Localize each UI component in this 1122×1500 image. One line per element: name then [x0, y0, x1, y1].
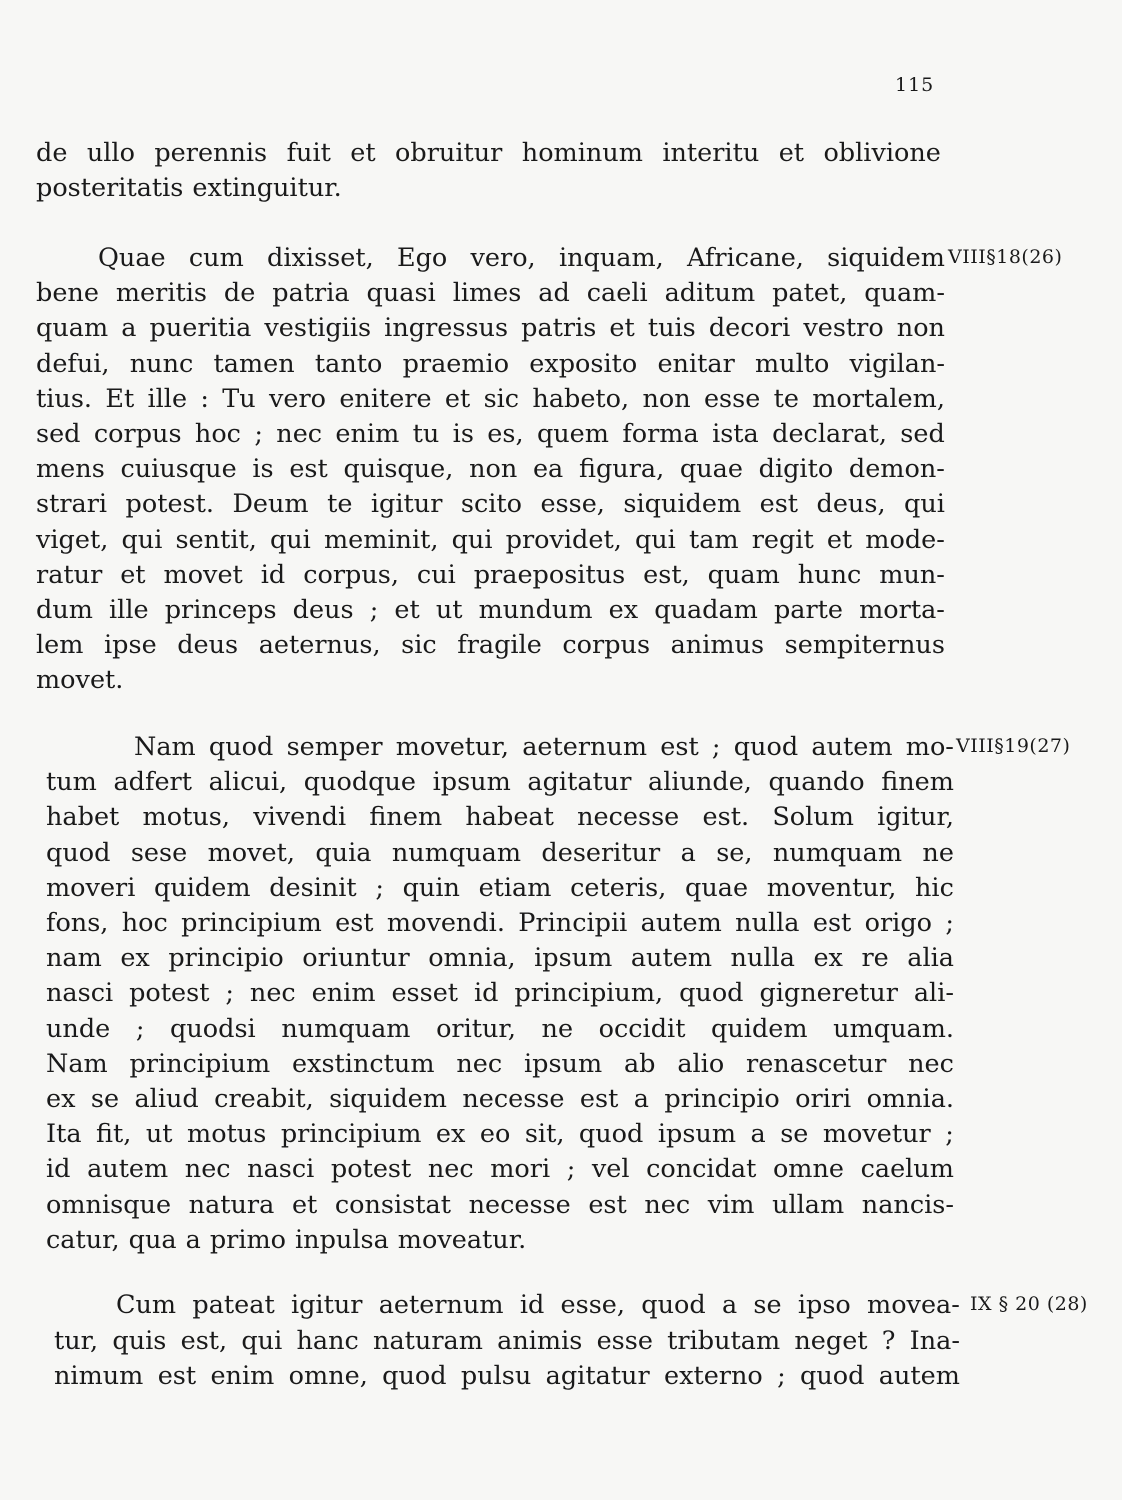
text-line: quod sese movet, quia numquam deseritur a se, numquam ne	[46, 837, 954, 868]
text-line: sed corpus hoc ; nec enim tu is es, quem forma ista declarat, sed	[36, 419, 945, 449]
text-line: ex se aliud creabit, siquidem necesse est a principio oriri omnia.	[46, 1084, 954, 1114]
text-line: mens cuiusque is est quisque, non ea figura, quae digito demon-	[36, 454, 945, 485]
text-line: id autem nec nasci potest nec mori ; vel concidat omne caelum	[46, 1154, 954, 1185]
text-line: nasci potest ; nec enim esset id principium, quod gigneretur ali-	[46, 978, 954, 1009]
text-line: omnisque natura et consistat necesse est nec vim ullam nancis-	[46, 1189, 954, 1220]
text-line: Nam quod semper movetur, aeternum est ; quod autem mo-	[134, 732, 954, 762]
text-line: ratur et movet id corpus, cui praepositus est, quam hunc mun-	[36, 559, 945, 590]
text-line: posteritatis extinguitur.	[36, 172, 342, 203]
text-line: de ullo perennis fuit et obruitur hominum interitu et oblivione	[36, 138, 941, 168]
text-line: fons, hoc principium est movendi. Principii autem nulla est origo ;	[46, 908, 954, 938]
text-line: lem ipse deus aeternus, sic fragile corpus animus sempiternus	[36, 630, 945, 661]
margin-reference: VIII§18(26)	[948, 246, 1063, 268]
text-line: Cum pateat igitur aeternum id esse, quod a se ipso movea-	[116, 1290, 960, 1320]
margin-reference: IX § 20 (28)	[970, 1293, 1088, 1315]
text-line: strari potest. Deum te igitur scito esse, siquidem est deus, qui	[36, 489, 945, 520]
text-line: unde ; quodsi numquam oritur, ne occidit quidem umquam.	[46, 1013, 954, 1044]
text-line: dum ille princeps deus ; et ut mundum ex quadam parte morta-	[36, 595, 945, 625]
text-line: quam a pueritia vestigiis ingressus patris et tuis decori vestro non	[36, 313, 945, 344]
text-line: tius. Et ille : Tu vero enitere et sic habeto, non esse te mortalem,	[36, 383, 945, 414]
text-line: Ita fit, ut motus principium ex eo sit, quod ipsum a se movetur ;	[46, 1119, 954, 1150]
text-line: nimum est enim omne, quod pulsu agitatur externo ; quod autem	[54, 1361, 960, 1391]
text-line: habet motus, vivendi finem habeat necesse est. Solum igitur,	[46, 802, 954, 833]
text-line: moveri quidem desinit ; quin etiam ceteris, quae moventur, hic	[46, 872, 954, 903]
text-line: bene meritis de patria quasi limes ad caeli aditum patet, quam-	[36, 278, 945, 309]
text-line: Nam principium exstinctum nec ipsum ab alio renascetur nec	[46, 1048, 954, 1079]
text-line: movet.	[36, 665, 124, 696]
margin-reference: VIII§19(27)	[956, 735, 1071, 757]
text-line: defui, nunc tamen tanto praemio exposito enitar multo vigilan-	[36, 348, 945, 379]
text-line: tum adfert alicui, quodque ipsum agitatur aliunde, quando finem	[46, 767, 954, 798]
text-line: viget, qui sentit, qui meminit, qui providet, qui tam regit et mode-	[36, 524, 945, 555]
text-line: Quae cum dixisset, Ego vero, inquam, Africane, siquidem	[98, 243, 945, 273]
text-line: tur, quis est, qui hanc naturam animis esse tributam neget ? Ina-	[54, 1325, 960, 1356]
text-line: catur, qua a primo inpulsa moveatur.	[46, 1224, 527, 1255]
page-number: 115	[895, 74, 935, 96]
text-line: nam ex principio oriuntur omnia, ipsum autem nulla ex re alia	[46, 943, 954, 974]
